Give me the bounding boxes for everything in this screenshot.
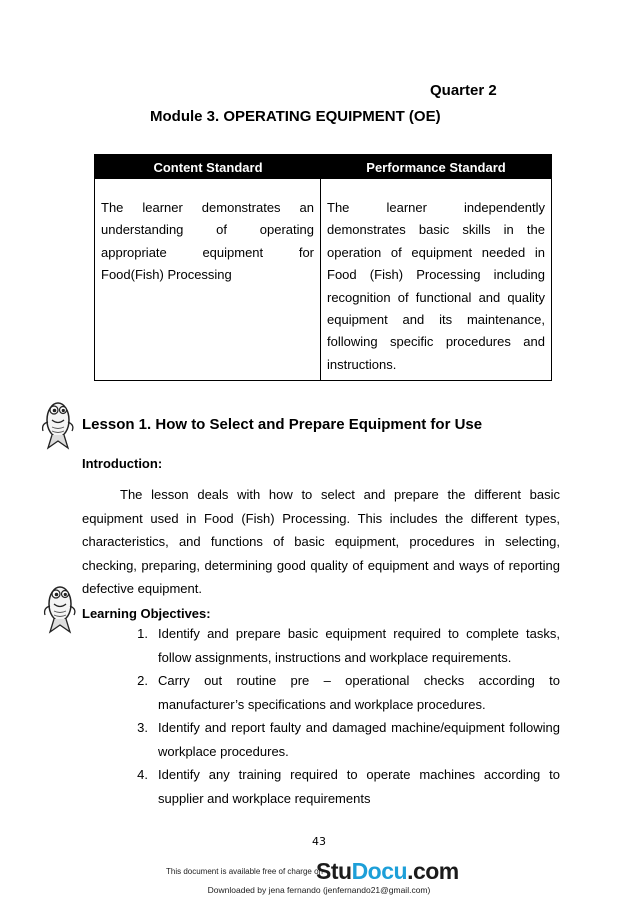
module-title: Module 3. OPERATING EQUIPMENT (OE) — [150, 108, 441, 125]
downloaded-by-note: Downloaded by jena fernando (jenfernando21@gmail.com) — [207, 885, 431, 895]
learning-objectives-heading: Learning Objectives: — [82, 606, 211, 621]
objective-text: Identify and report faulty and damaged machine/equipment following workplace procedures. — [158, 720, 560, 759]
logo-com: .com — [407, 858, 459, 884]
objective-number: 1. — [137, 626, 148, 641]
availability-note: This document is available free of charge on — [166, 867, 323, 876]
objectives-list — [118, 622, 560, 810]
list-item — [118, 763, 560, 810]
content-standard-text: The learner demonstrates an understanding of operating appropriate equipment for Food(Fish) Processing — [95, 179, 321, 380]
list-item — [118, 716, 560, 763]
objective-text: Carry out routine pre – operational checks according to manufacturer’s specifications and workplace procedures. — [158, 673, 560, 712]
objective-text: Identify any training required to operate machines according to supplier and workplace requirements — [158, 767, 560, 806]
performance-standard-text: The learner independently demonstrates basic skills in the operation of equipment needed in Food (Fish) Processing including recognition of functional and quality equipment and its maintenance, following specific procedures and instructions. — [327, 200, 545, 372]
standards-table-header — [95, 155, 551, 179]
list-item — [118, 622, 560, 669]
logo-stu: Stu — [316, 858, 352, 884]
logo-docu: Docu — [351, 858, 408, 884]
content-standard-header: Content Standard — [153, 159, 263, 175]
fish-mascot-icon — [38, 394, 78, 452]
objective-number: 4. — [137, 767, 148, 782]
fish-mascot-icon — [40, 578, 80, 636]
objective-text: Identify and prepare basic equipment required to complete tasks, follow assignments, instructions and workplace requirements. — [158, 626, 560, 665]
performance-standard-header: Performance Standard — [366, 159, 506, 175]
standards-table — [94, 154, 552, 381]
objective-number: 3. — [137, 720, 148, 735]
lesson-title: Lesson 1. How to Select and Prepare Equipment for Use — [82, 416, 483, 433]
objective-number: 2. — [137, 673, 148, 688]
introduction-heading: Introduction: — [82, 456, 163, 471]
list-item — [118, 669, 560, 716]
studocu-logo[interactable] — [316, 858, 459, 885]
quarter-label: Quarter 2 — [430, 82, 497, 99]
standards-table-body — [95, 179, 551, 380]
introduction-paragraph: The lesson deals with how to select and prepare the different basic equipment used in Food (Fish) Processing. This includes the different types, characteristics, and functions of basic equipment, procedures in selecting, checking, preparing, determining good quality of equipment and ways of reporting defective equipment. — [82, 487, 560, 596]
page-number: 43 — [312, 835, 326, 848]
